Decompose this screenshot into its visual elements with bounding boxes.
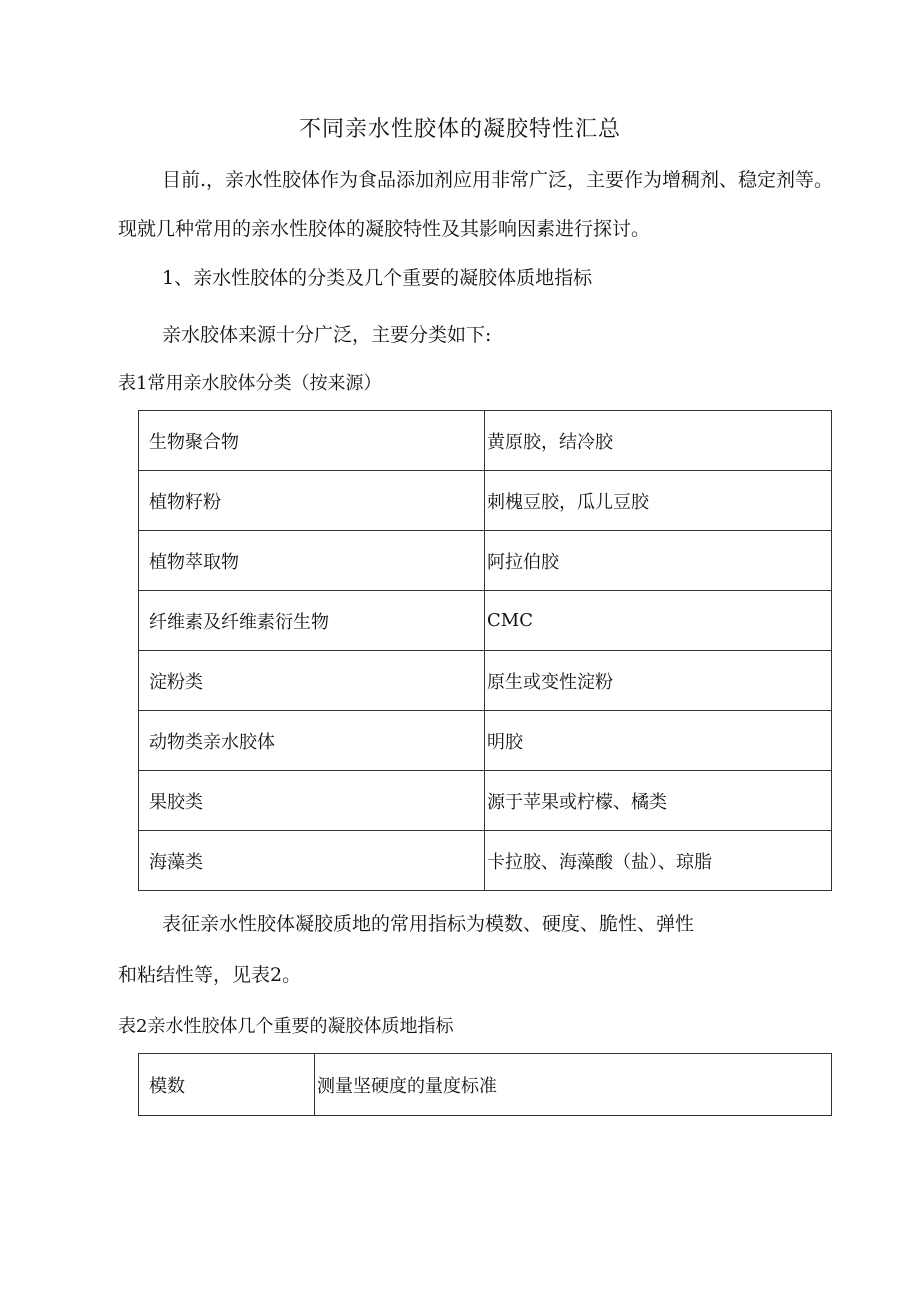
table-cell-examples: 刺槐豆胶，瓜儿豆胶 — [485, 471, 832, 531]
table-cell-examples: 黄原胶，结冷胶 — [485, 411, 832, 471]
table-row — [139, 831, 832, 891]
table-2-caption: 表2亲水性胶体几个重要的凝胶体质地指标 — [118, 1016, 454, 1037]
table-row — [139, 531, 832, 591]
table-cell-category: 植物萃取物 — [139, 531, 485, 591]
table-row — [139, 771, 832, 831]
table-cell-examples: 明胶 — [485, 711, 832, 771]
table-row — [139, 591, 832, 651]
table-1-caption: 表1常用亲水胶体分类（按来源） — [118, 373, 382, 394]
table-row — [139, 411, 832, 471]
table-cell-category: 果胶类 — [139, 771, 485, 831]
intro-line-2: 现就几种常用的亲水性胶体的凝胶特性及其影响因素进行探讨。 — [118, 218, 651, 240]
table-cell-category: 生物聚合物 — [139, 411, 485, 471]
table-cell-definition: 测量坚硬度的量度标准 — [315, 1054, 832, 1116]
table-cell-examples: CMC — [485, 591, 832, 651]
table-cell-category: 植物籽粉 — [139, 471, 485, 531]
table-row — [139, 651, 832, 711]
page-title: 不同亲水性胶体的凝胶特性汇总 — [298, 117, 621, 142]
table-row — [139, 711, 832, 771]
table-cell-category: 动物类亲水胶体 — [139, 711, 485, 771]
table-cell-examples: 卡拉胶、海藻酸（盐）、琼脂 — [485, 831, 832, 891]
section-1-heading: 1、亲水性胶体的分类及几个重要的凝胶体质地指标 — [162, 267, 593, 289]
table-cell-category: 纤维素及纤维素衍生物 — [139, 591, 485, 651]
table-row — [139, 471, 832, 531]
section-1-paragraph: 亲水胶体来源十分广泛，主要分类如下: — [162, 324, 492, 346]
table-cell-examples: 阿拉伯胶 — [485, 531, 832, 591]
table-cell-category: 海藻类 — [139, 831, 485, 891]
table-row — [139, 1054, 832, 1116]
classification-table — [138, 410, 832, 891]
table-cell-examples: 原生或变性淀粉 — [485, 651, 832, 711]
table-cell-index: 模数 — [139, 1054, 315, 1116]
texture-index-table — [138, 1053, 832, 1116]
texture-paragraph-line-1: 表征亲水性胶体凝胶质地的常用指标为模数、硬度、脆性、弹性 — [162, 913, 695, 935]
texture-paragraph-line-2: 和粘结性等，见表2。 — [118, 964, 302, 986]
table-cell-examples: 源于苹果或柠檬、橘类 — [485, 771, 832, 831]
table-cell-category: 淀粉类 — [139, 651, 485, 711]
intro-line-1: 目前.，亲水性胶体作为食品添加剂应用非常广泛，主要作为增稠剂、稳定剂等。 — [162, 169, 834, 191]
